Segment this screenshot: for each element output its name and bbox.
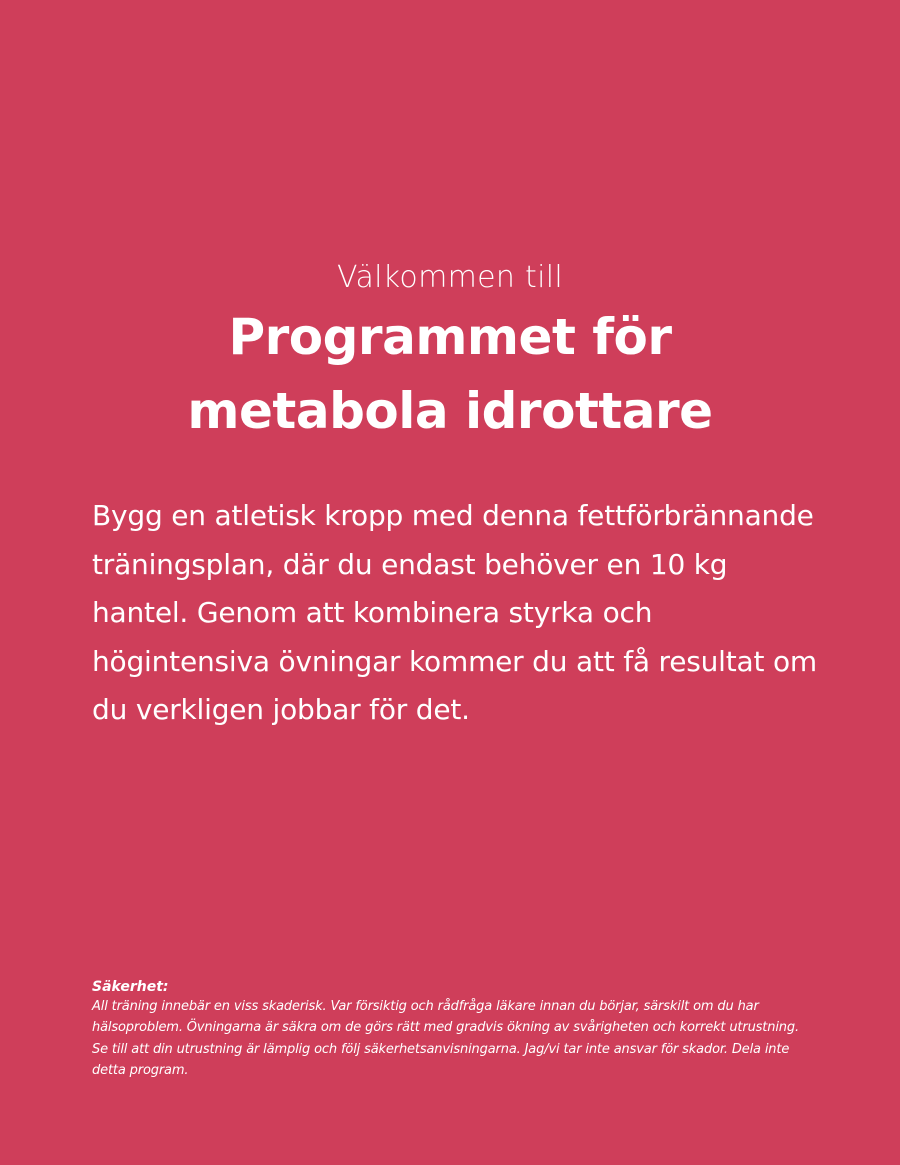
title-line-1: Programmet för [228, 308, 672, 366]
page-title [0, 300, 900, 448]
welcome-text: Välkommen till [337, 260, 563, 295]
intro-paragraph: Bygg en atletisk kropp med denna fettförbrännande träningsplan, där du endast behöver en 10 kg hantel. Genom att kombinera styrka och högintensiva övningar kommer du att få resultat om du verkligen jobbar för det. [92, 499, 817, 726]
safety-section [92, 978, 812, 1081]
title-line-2: metabola idrottare [187, 382, 713, 440]
safety-heading: Säkerhet: [92, 979, 169, 995]
safety-text: All träning innebär en viss skaderisk. Var försiktig och rådfråga läkare innan du börjar, särskilt om du har hälsoproblem. Övningarna är säkra om de görs rätt med gradvis ökning av svårigheten och korrekt utrustning. Se till att din utrustning är lämplig och följ säkerhetsanvisningarna. Jag/vi tar inte ansvar för skador. Dela inte detta program. [92, 999, 799, 1078]
